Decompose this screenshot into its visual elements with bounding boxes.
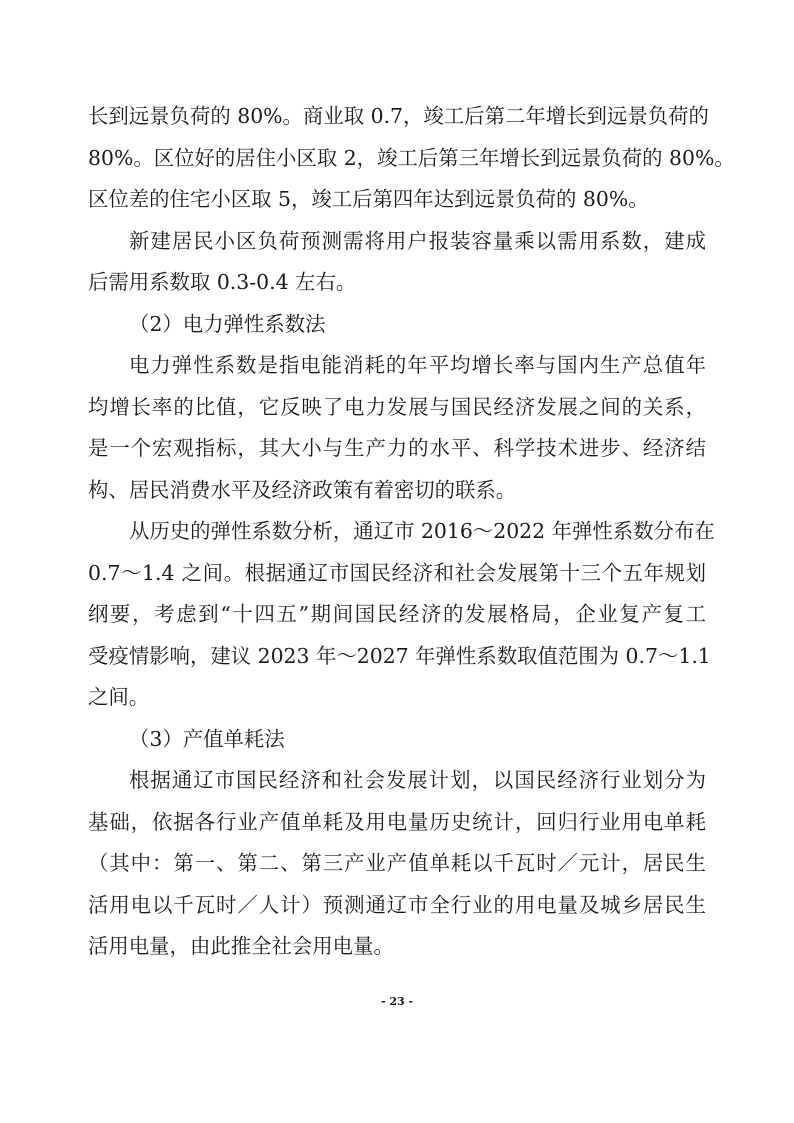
section-heading: （3）产值单耗法 <box>129 727 285 751</box>
section-heading: （2）电力弹性系数法 <box>129 312 326 336</box>
text-line: 根据通辽市国民经济和社会发展计划，以国民经济行业划分为 <box>129 768 706 792</box>
page-number: - 23 - <box>380 995 414 1008</box>
text-line: （其中：第一、第二、第三产业产值单耗以千瓦时／元计，居民生 <box>88 851 706 875</box>
text-line: 后需用系数取 0.3-0.4 左右。 <box>88 270 357 294</box>
text-line: 长到远景负荷的 80%。商业取 0.7，竣工后第二年增长到远景负荷的 <box>88 104 709 128</box>
text-line: 区位差的住宅小区取 5，竣工后第四年达到远景负荷的 80%。 <box>88 187 649 211</box>
text-line: 之间。 <box>88 685 150 709</box>
text-line: 活用电以千瓦时／人计）预测通辽市全行业的用电量及城乡居民生 <box>88 893 706 917</box>
text-line: 活用电量，由此推全社会用电量。 <box>88 934 394 958</box>
text-line: 受疫情影响，建议 2023 年～2027 年弹性系数取值范围为 0.7～1.1 <box>88 644 711 668</box>
text-line: 构、居民消费水平及经济政策有着密切的联系。 <box>88 478 517 502</box>
text-line: 是一个宏观指标，其大小与生产力的水平、科学技术进步、经济结 <box>88 436 706 460</box>
text-line: 电力弹性系数是指电能消耗的年平均增长率与国内生产总值年 <box>129 353 706 377</box>
text-line: 均增长率的比值，它反映了电力发展与国民经济发展之间的关系， <box>88 395 706 419</box>
text-line: 纲要，考虑到“十四五”期间国民经济的发展格局，企业复产复工 <box>88 602 706 626</box>
text-line: 从历史的弹性系数分析，通辽市 2016～2022 年弹性系数分布在 <box>129 519 715 543</box>
text-line: 基础，依据各行业产值单耗及用电量历史统计，回归行业用电单耗 <box>88 810 706 834</box>
text-line: 新建居民小区负荷预测需将用户报装容量乘以需用系数，建成 <box>129 229 706 253</box>
text-line: 80%。区位好的居住小区取 2，竣工后第三年增长到远景负荷的 80%。 <box>88 146 735 170</box>
text-line: 0.7～1.4 之间。根据通辽市国民经济和社会发展第十三个五年规划 <box>88 561 706 585</box>
